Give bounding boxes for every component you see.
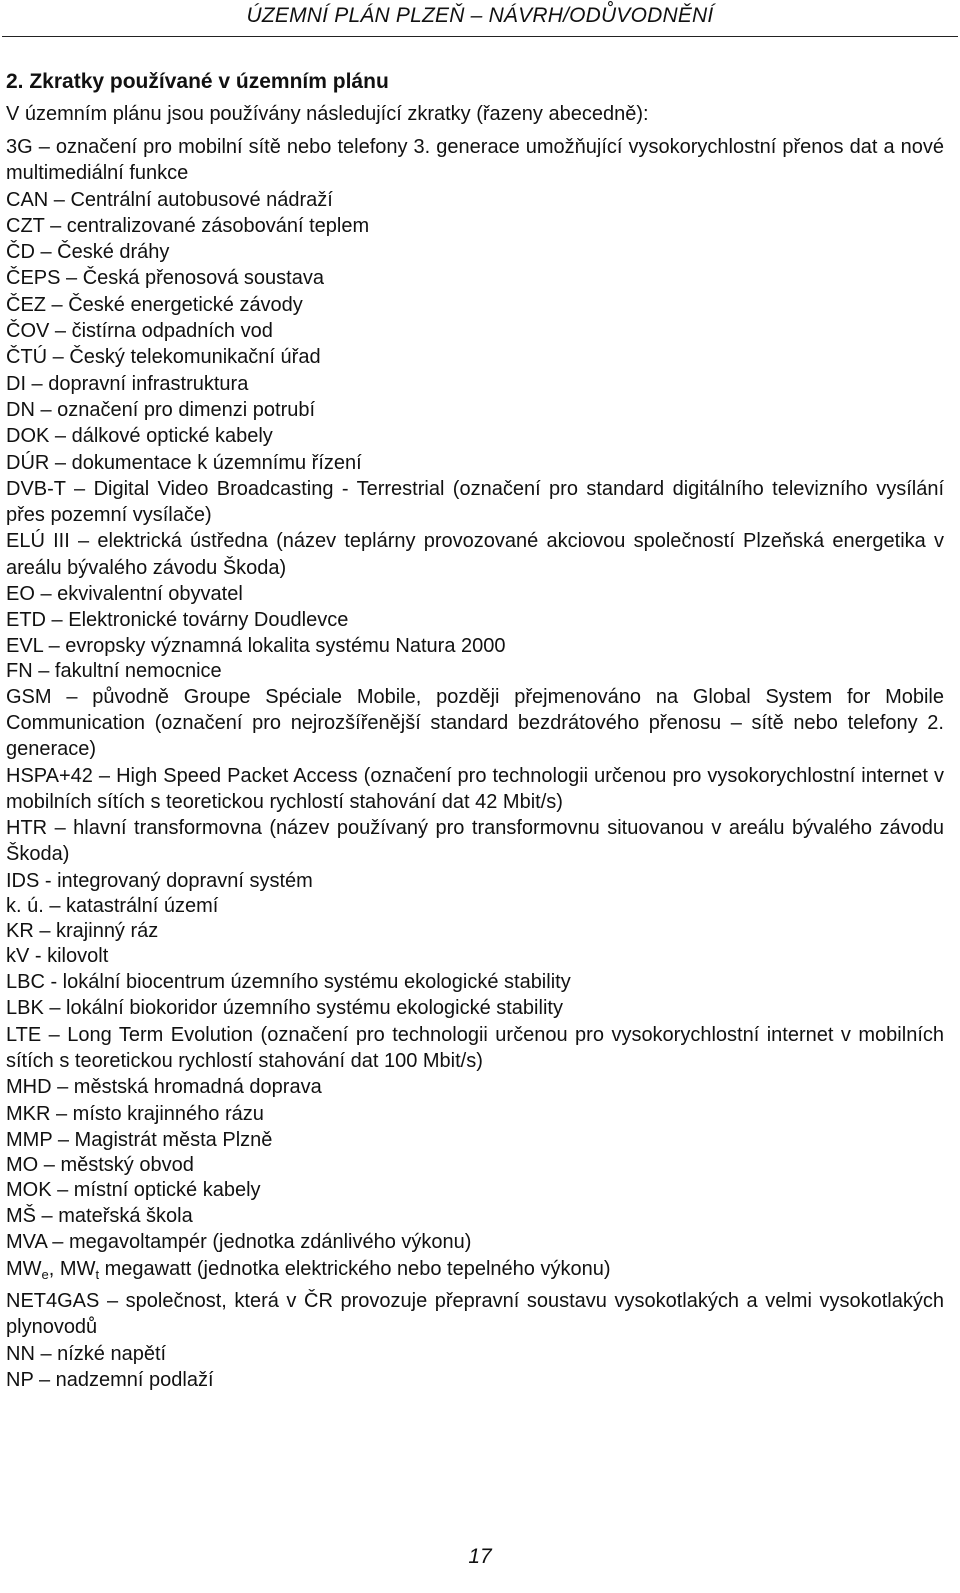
list-item: ČTÚ – Český telekomunikační úřad bbox=[6, 346, 321, 369]
mw-subscript-e: e bbox=[41, 1266, 49, 1282]
list-item: CZT – centralizované zásobování teplem bbox=[6, 214, 370, 237]
list-item: MHD – městská hromadná doprava bbox=[6, 1076, 322, 1099]
mw-separator: , bbox=[48, 1257, 60, 1280]
list-item: NET4GAS – společnost, která v ČR provozuje přepravní soustavu vysokotlakých a velmi vysokotlakých plynovodů bbox=[6, 1289, 944, 1339]
list-item: NN – nízké napětí bbox=[6, 1342, 167, 1365]
list-item: MVA – megavoltampér (jednotka zdánlivého výkonu) bbox=[6, 1231, 472, 1254]
list-item: EVL – evropsky významná lokalita systému Natura 2000 bbox=[6, 634, 506, 657]
list-item: ČD – České dráhy bbox=[6, 241, 170, 264]
list-item: ETD – Elektronické továrny Doudlevce bbox=[6, 609, 349, 632]
list-item: MMP – Magistrát města Plzně bbox=[6, 1128, 273, 1151]
list-item: MO – městský obvod bbox=[6, 1154, 194, 1177]
list-item: DÚR – dokumentace k územnímu řízení bbox=[6, 451, 362, 474]
list-item: IDS - integrovaný dopravní systém bbox=[6, 869, 313, 892]
list-item: ČEZ – České energetické závody bbox=[6, 293, 303, 316]
list-item: EO – ekvivalentní obyvatel bbox=[6, 583, 243, 606]
list-item: ELÚ III – elektrická ústředna (název teplárny provozované akciovou společností Plzeňská energetika v areálu bývalého závodu Škoda) bbox=[6, 530, 944, 579]
list-item-megawatt bbox=[6, 1256, 944, 1288]
mw-definition: megawatt (jednotka elektrického nebo tepelného výkonu) bbox=[99, 1257, 611, 1280]
list-item: MKR – místo krajinného rázu bbox=[6, 1102, 264, 1125]
mw-abbr-b: MW bbox=[59, 1257, 96, 1280]
page-header: ÚZEMNÍ PLÁN PLZEŇ – NÁVRH/ODŮVODNĚNÍ bbox=[246, 4, 714, 27]
list-item: ČOV – čistírna odpadních vod bbox=[6, 320, 273, 343]
section-intro: V územním plánu jsou používány následující zkratky (řazeny abecedně): bbox=[6, 103, 649, 125]
list-item: LBK – lokální biokoridor územního systému ekologické stability bbox=[6, 997, 563, 1020]
list-item: ČEPS – Česká přenosová soustava bbox=[6, 267, 324, 290]
list-item: 3G – označení pro mobilní sítě nebo telefony 3. generace umožňující vysokorychlostní přenos dat a nové multimediální funkce bbox=[6, 136, 944, 185]
list-item: DVB-T – Digital Video Broadcasting - Terrestrial (označení pro standard digitálního televizního vysílání přes pozemní vysílače) bbox=[6, 477, 944, 527]
list-item: DI – dopravní infrastruktura bbox=[6, 372, 249, 395]
list-item: MŠ – mateřská škola bbox=[6, 1205, 193, 1228]
mw-abbr-a: MW bbox=[6, 1257, 42, 1280]
list-item: GSM – původně Groupe Spéciale Mobile, později přejmenováno na Global System for Mobile Communication (označení pro nejrozšířenější standard bezdrátového přenosu – sítě nebo telefony 2. generace) bbox=[6, 685, 944, 761]
list-item: NP – nadzemní podlaží bbox=[6, 1368, 214, 1391]
list-item: k. ú. – katastrální území bbox=[6, 895, 219, 918]
list-item: CAN – Centrální autobusové nádraží bbox=[6, 188, 333, 211]
list-item: DN – označení pro dimenzi potrubí bbox=[6, 398, 316, 421]
list-item: DOK – dálkové optické kabely bbox=[6, 425, 273, 448]
list-item: kV - kilovolt bbox=[6, 945, 109, 968]
list-item: MOK – místní optické kabely bbox=[6, 1179, 261, 1202]
list-item: LBC - lokální biocentrum územního systému ekologické stability bbox=[6, 971, 571, 994]
list-item: HTR – hlavní transformovna (název používaný pro transformovnu situovanou v areálu bývalého závodu Škoda) bbox=[6, 817, 944, 866]
list-item: LTE – Long Term Evolution (označení pro technologii určenou pro vysokorychlostní internet v mobilních sítích s teoretickou rychlostí stahování dat 100 Mbit/s) bbox=[6, 1023, 944, 1072]
page-content bbox=[6, 70, 944, 1393]
list-item: HSPA+42 – High Speed Packet Access (označení pro technologii určenou pro vysokorychlostní internet v mobilních sítích s teoretickou rychlostí stahování dat 42 Mbit/s) bbox=[6, 764, 944, 813]
header-divider bbox=[2, 36, 958, 37]
list-item: KR – krajinný ráz bbox=[6, 920, 159, 943]
mw-subscript-t: t bbox=[95, 1266, 100, 1282]
section-heading: 2. Zkratky používané v územním plánu bbox=[6, 70, 389, 93]
abbreviation-list bbox=[6, 134, 944, 1393]
list-item: FN – fakultní nemocnice bbox=[6, 659, 222, 682]
page-number: 17 bbox=[468, 1545, 492, 1568]
